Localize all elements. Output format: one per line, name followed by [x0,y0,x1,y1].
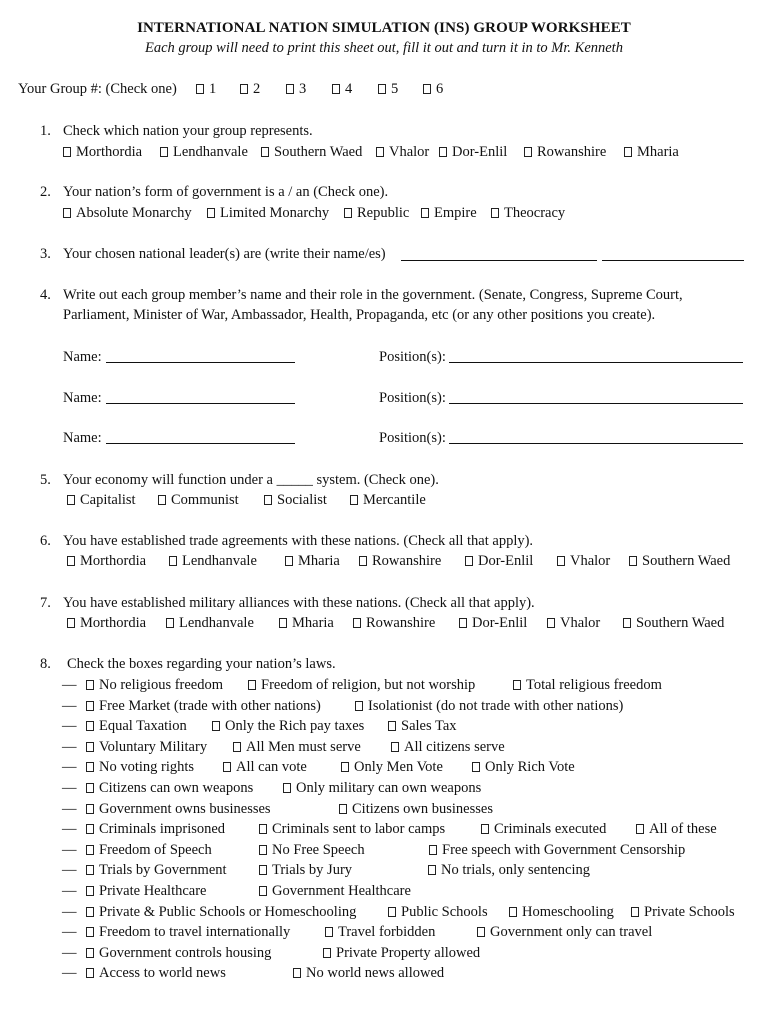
checkbox[interactable] [207,208,215,218]
law-option-label: Equal Taxation [99,718,187,735]
law-option[interactable] [631,903,735,921]
law-option-label: Free speech with Government Censorship [442,841,686,858]
law-option-label: Only Rich Vote [485,759,575,776]
law-option-label: No world news allowed [306,965,445,982]
q4-text-line2: Parliament, Minister of War, Ambassador, Health, Propaganda, etc (or any other positions you create). [63,307,656,323]
checkbox-option[interactable] [166,614,254,632]
checkbox-label: Socialist [277,492,327,508]
law-option-label: All Men must serve [246,738,361,755]
member-position-field[interactable] [449,431,743,444]
q2-text: Your nation’s form of government is a / an (Check one). [63,184,389,200]
q7-number: 7. [40,595,51,611]
member-name-label: Name: [63,430,102,446]
law-option-label: Trials by Government [99,862,227,879]
checkbox[interactable] [279,618,287,628]
checkbox[interactable] [67,495,75,505]
law-option-label: Access to world news [99,965,226,982]
checkbox[interactable] [166,618,174,628]
law-option[interactable] [233,738,361,756]
checkbox[interactable] [283,783,291,793]
checkbox[interactable] [86,907,94,917]
law-option[interactable] [86,964,226,982]
checkbox-label: Rowanshire [372,553,442,569]
law-option[interactable] [86,697,321,715]
checkbox-option[interactable] [623,614,724,632]
law-row-dash: — [62,862,77,879]
checkbox[interactable] [509,907,517,917]
q7-text: You have established military alliances with these nations. (Check all that apply). [63,595,535,611]
checkbox-option[interactable] [67,614,146,632]
law-option-label: Citizens can own weapons [99,780,254,796]
checkbox[interactable] [158,495,166,505]
law-option[interactable] [212,717,364,735]
worksheet-title: INTERNATIONAL NATION SIMULATION (INS) GROUP WORKSHEET [137,20,631,36]
checkbox-option[interactable] [378,80,398,98]
checkbox-option[interactable] [67,491,136,509]
checkbox-option[interactable] [196,80,216,98]
checkbox-option[interactable] [332,80,352,98]
law-row-dash: — [62,883,77,899]
law-option[interactable] [86,861,227,879]
q4-number: 4. [40,287,51,303]
checkbox[interactable] [86,783,94,793]
checkbox[interactable] [259,845,267,855]
law-option[interactable] [86,800,271,818]
law-option[interactable] [248,676,475,694]
checkbox[interactable] [481,824,489,834]
checkbox[interactable] [248,680,256,690]
law-option-label: Isolationist (do not trade with other nations) [368,697,624,714]
checkbox[interactable] [428,865,436,875]
checkbox-option[interactable] [439,143,507,161]
checkbox-label: Southern Waed [636,615,725,631]
law-option[interactable] [86,923,290,941]
law-option[interactable] [323,944,480,962]
checkbox[interactable] [624,147,632,157]
checkbox-option[interactable] [465,552,533,570]
member-position-label: Position(s): [379,430,446,446]
law-option-label: Government owns businesses [99,800,271,817]
checkbox-option[interactable] [279,614,334,632]
member-name-field[interactable] [106,350,295,363]
law-option[interactable] [259,820,445,838]
law-option[interactable] [86,903,356,921]
q4-text-line1: Write out each group member’s name and their role in the government. (Senate, Congress, Supreme Court, [63,287,683,303]
law-option-label: Criminals sent to labor camps [272,821,446,838]
law-option[interactable] [513,676,662,694]
q5-number: 5. [40,472,51,488]
checkbox-label: Dor-Enlil [478,553,534,569]
law-option-label: Criminals executed [494,821,607,838]
law-option-label: Only Men Vote [354,759,443,776]
checkbox-option[interactable] [421,204,477,222]
law-option[interactable] [86,820,225,838]
checkbox-label: Vhalor [570,553,611,569]
checkbox-option[interactable] [63,204,192,222]
checkbox[interactable] [429,845,437,855]
law-option-label: Only the Rich pay taxes [225,718,365,735]
law-option[interactable] [283,779,481,797]
checkbox[interactable] [86,721,94,731]
checkbox-label: Dor-Enlil [452,144,508,160]
checkbox[interactable] [86,927,94,937]
checkbox-label: Capitalist [80,492,136,508]
checkbox[interactable] [86,680,94,690]
q1-text: Check which nation your group represents. [63,123,313,139]
checkbox[interactable] [286,84,294,94]
checkbox-option[interactable] [158,491,239,509]
law-row-dash: — [62,924,77,941]
law-option[interactable] [477,923,652,941]
checkbox[interactable] [86,742,94,752]
law-option-label: Voluntary Military [99,738,208,755]
q6-text: You have established trade agreements with these nations. (Check all that apply). [63,533,534,549]
law-row-dash: — [62,903,77,920]
checkbox[interactable] [169,556,177,566]
checkbox[interactable] [261,147,269,157]
group-label: Your Group #: (Check one) [18,81,177,97]
law-option-label: No Free Speech [272,841,365,858]
checkbox-option[interactable] [261,143,362,161]
checkbox-label: 2 [253,81,261,97]
checkbox-option[interactable] [353,614,435,632]
law-option[interactable] [259,882,411,900]
checkbox-option[interactable] [285,552,340,570]
checkbox[interactable] [259,886,267,896]
law-option-label: Private Healthcare [99,883,207,899]
checkbox-label: Southern Waed [274,144,363,160]
law-row-dash: — [62,821,77,838]
q3-number: 3. [40,246,51,262]
law-option-label: All of these [649,821,717,838]
checkbox-label: Lendhanvale [182,553,257,569]
law-option[interactable] [636,820,717,838]
law-row-dash: — [62,738,77,755]
checkbox[interactable] [212,721,220,731]
law-row-dash: — [62,841,77,858]
checkbox-label: Morthordia [76,144,143,160]
q8-text: Check the boxes regarding your nation’s laws. [67,656,336,672]
checkbox[interactable] [63,208,71,218]
checkbox-option[interactable] [376,143,429,161]
checkbox[interactable] [465,556,473,566]
worksheet-subtitle: Each group will need to print this sheet out, fill it out and turn it in to Mr. Kenneth [145,40,623,56]
checkbox[interactable] [341,762,349,772]
law-option[interactable] [86,738,207,756]
q2-number: 2. [40,184,51,200]
checkbox-label: Mercantile [363,492,426,508]
checkbox[interactable] [86,948,94,958]
checkbox[interactable] [86,845,94,855]
member-name-label: Name: [63,349,102,365]
checkbox-option[interactable] [344,204,409,222]
checkbox[interactable] [332,84,340,94]
law-row-dash: — [62,780,77,796]
checkbox-label: Theocracy [504,205,566,221]
checkbox[interactable] [86,804,94,814]
leader-field-1[interactable] [401,248,597,261]
law-option-label: Freedom to travel internationally [99,924,291,941]
checkbox-option[interactable] [63,143,142,161]
law-option-label: Private Schools [644,903,735,920]
law-option-label: Private & Public Schools or Homeschooling [99,903,357,920]
law-option-label: Public Schools [401,903,488,920]
checkbox[interactable] [86,968,94,978]
checkbox[interactable] [86,762,94,772]
member-position-field[interactable] [449,391,743,404]
checkbox-option[interactable] [491,204,565,222]
law-option-label: Trials by Jury [272,862,353,879]
member-name-field[interactable] [106,431,295,444]
law-row-dash: — [62,697,77,714]
checkbox-option[interactable] [207,204,329,222]
law-option[interactable] [259,841,365,859]
checkbox-label: 1 [209,81,217,97]
q5-text: Your economy will function under a _____ system. (Check one). [63,472,439,488]
law-row-dash: — [62,718,77,735]
law-option-label: All citizens serve [404,738,505,755]
law-option[interactable] [355,697,623,715]
law-row-dash: — [62,944,77,961]
law-option[interactable] [293,964,444,982]
member-position-field[interactable] [449,350,743,363]
checkbox[interactable] [513,680,521,690]
checkbox[interactable] [67,618,75,628]
checkbox-label: Vhalor [389,144,430,160]
checkbox[interactable] [223,762,231,772]
law-option[interactable] [509,903,614,921]
checkbox[interactable] [240,84,248,94]
checkbox[interactable] [293,968,301,978]
checkbox[interactable] [355,701,363,711]
law-option-label: Free Market (trade with other nations) [99,697,321,714]
law-option-label: Government only can travel [490,924,653,941]
law-option-label: Freedom of Speech [99,841,212,858]
checkbox-option[interactable] [547,614,600,632]
checkbox-option[interactable] [67,552,146,570]
checkbox[interactable] [631,907,639,917]
law-option-label: Government controls housing [99,944,272,961]
checkbox-label: Empire [434,205,477,221]
checkbox-option[interactable] [169,552,257,570]
checkbox[interactable] [524,147,532,157]
checkbox-label: 4 [345,81,353,97]
checkbox[interactable] [391,742,399,752]
checkbox-label: Morthordia [80,615,147,631]
q6-number: 6. [40,533,51,549]
law-option-label: No trials, only sentencing [441,862,591,879]
checkbox[interactable] [344,208,352,218]
law-option[interactable] [391,738,505,756]
law-option[interactable] [325,923,435,941]
checkbox[interactable] [636,824,644,834]
checkbox[interactable] [86,865,94,875]
checkbox[interactable] [325,927,333,937]
law-option-label: Citizens own businesses [352,800,493,817]
law-option[interactable] [86,779,253,797]
checkbox-label: Absolute Monarchy [76,205,192,221]
checkbox-option[interactable] [286,80,306,98]
checkbox[interactable] [67,556,75,566]
law-option-label: Government Healthcare [272,883,411,899]
checkbox[interactable] [264,495,272,505]
checkbox[interactable] [359,556,367,566]
checkbox-option[interactable] [423,80,443,98]
member-position-label: Position(s): [379,349,446,365]
law-option[interactable] [86,841,212,859]
law-option[interactable] [223,758,307,776]
q1-number: 1. [40,123,51,139]
checkbox[interactable] [63,147,71,157]
checkbox[interactable] [376,147,384,157]
law-option-label: Freedom of religion, but not worship [261,677,476,693]
member-name-field[interactable] [106,391,295,404]
member-name-label: Name: [63,390,102,406]
checkbox[interactable] [353,618,361,628]
checkbox-option[interactable] [160,143,248,161]
checkbox-label: 6 [436,81,444,97]
member-position-label: Position(s): [379,390,446,406]
law-option[interactable] [481,820,606,838]
law-option-label: Criminals imprisoned [99,821,226,838]
checkbox-option[interactable] [624,143,679,161]
checkbox-label: Lendhanvale [173,144,248,160]
checkbox-label: Mharia [637,144,679,160]
law-option-label: Travel forbidden [338,924,436,941]
checkbox[interactable] [259,824,267,834]
checkbox[interactable] [388,907,396,917]
checkbox[interactable] [472,762,480,772]
checkbox[interactable] [459,618,467,628]
checkbox[interactable] [160,147,168,157]
checkbox[interactable] [285,556,293,566]
checkbox-label: Southern Waed [642,553,731,569]
law-option[interactable] [429,841,685,859]
checkbox-option[interactable] [629,552,730,570]
checkbox[interactable] [259,865,267,875]
checkbox[interactable] [86,701,94,711]
checkbox-option[interactable] [350,491,426,509]
checkbox-option[interactable] [524,143,606,161]
checkbox-label: Mharia [292,615,334,631]
checkbox-label: Vhalor [560,615,601,631]
law-option[interactable] [86,882,206,900]
checkbox[interactable] [421,208,429,218]
law-option[interactable] [341,758,443,776]
law-option-label: Only military can own weapons [296,780,482,796]
law-option-label: Total religious freedom [526,677,662,693]
law-row-dash: — [62,759,77,776]
law-option[interactable] [86,676,223,694]
law-row-dash: — [62,800,77,817]
checkbox[interactable] [323,948,331,958]
checkbox-label: Communist [171,492,239,508]
checkbox-label: 3 [299,81,307,97]
checkbox[interactable] [86,824,94,834]
checkbox-option[interactable] [240,80,260,98]
leader-field-2[interactable] [602,248,744,261]
checkbox-label: Lendhanvale [179,615,254,631]
checkbox[interactable] [233,742,241,752]
checkbox-option[interactable] [459,614,527,632]
checkbox-label: Limited Monarchy [220,205,330,221]
checkbox-option[interactable] [359,552,441,570]
law-option[interactable] [472,758,575,776]
checkbox-label: Dor-Enlil [472,615,528,631]
law-option-label: All can vote [236,759,307,776]
law-option[interactable] [388,717,457,735]
law-option[interactable] [86,717,187,735]
q3-text: Your chosen national leader(s) are (write their name/es) [63,246,386,262]
checkbox[interactable] [350,495,358,505]
q8-number: 8. [40,656,51,672]
checkbox[interactable] [388,721,396,731]
checkbox[interactable] [623,618,631,628]
checkbox-label: Rowanshire [537,144,607,160]
law-option-label: No voting rights [99,759,195,776]
law-option-label: No religious freedom [99,677,224,693]
checkbox[interactable] [423,84,431,94]
checkbox[interactable] [547,618,555,628]
checkbox[interactable] [629,556,637,566]
checkbox[interactable] [378,84,386,94]
checkbox[interactable] [86,886,94,896]
law-option-label: Private Property allowed [336,944,481,961]
law-option[interactable] [86,944,271,962]
checkbox-label: 5 [391,81,399,97]
law-option[interactable] [86,758,194,776]
law-option-label: Sales Tax [401,718,457,735]
law-option[interactable] [339,800,493,818]
checkbox[interactable] [439,147,447,157]
law-row-dash: — [62,677,77,693]
checkbox-label: Mharia [298,553,340,569]
law-row-dash: — [62,965,77,982]
law-option[interactable] [428,861,590,879]
checkbox-label: Morthordia [80,553,147,569]
checkbox-label: Rowanshire [366,615,436,631]
checkbox[interactable] [477,927,485,937]
checkbox[interactable] [339,804,347,814]
checkbox[interactable] [557,556,565,566]
checkbox-option[interactable] [264,491,327,509]
checkbox-option[interactable] [557,552,610,570]
checkbox-label: Republic [357,205,410,221]
law-option[interactable] [259,861,352,879]
law-option[interactable] [388,903,488,921]
law-option-label: Homeschooling [522,903,614,920]
checkbox[interactable] [491,208,499,218]
checkbox[interactable] [196,84,204,94]
